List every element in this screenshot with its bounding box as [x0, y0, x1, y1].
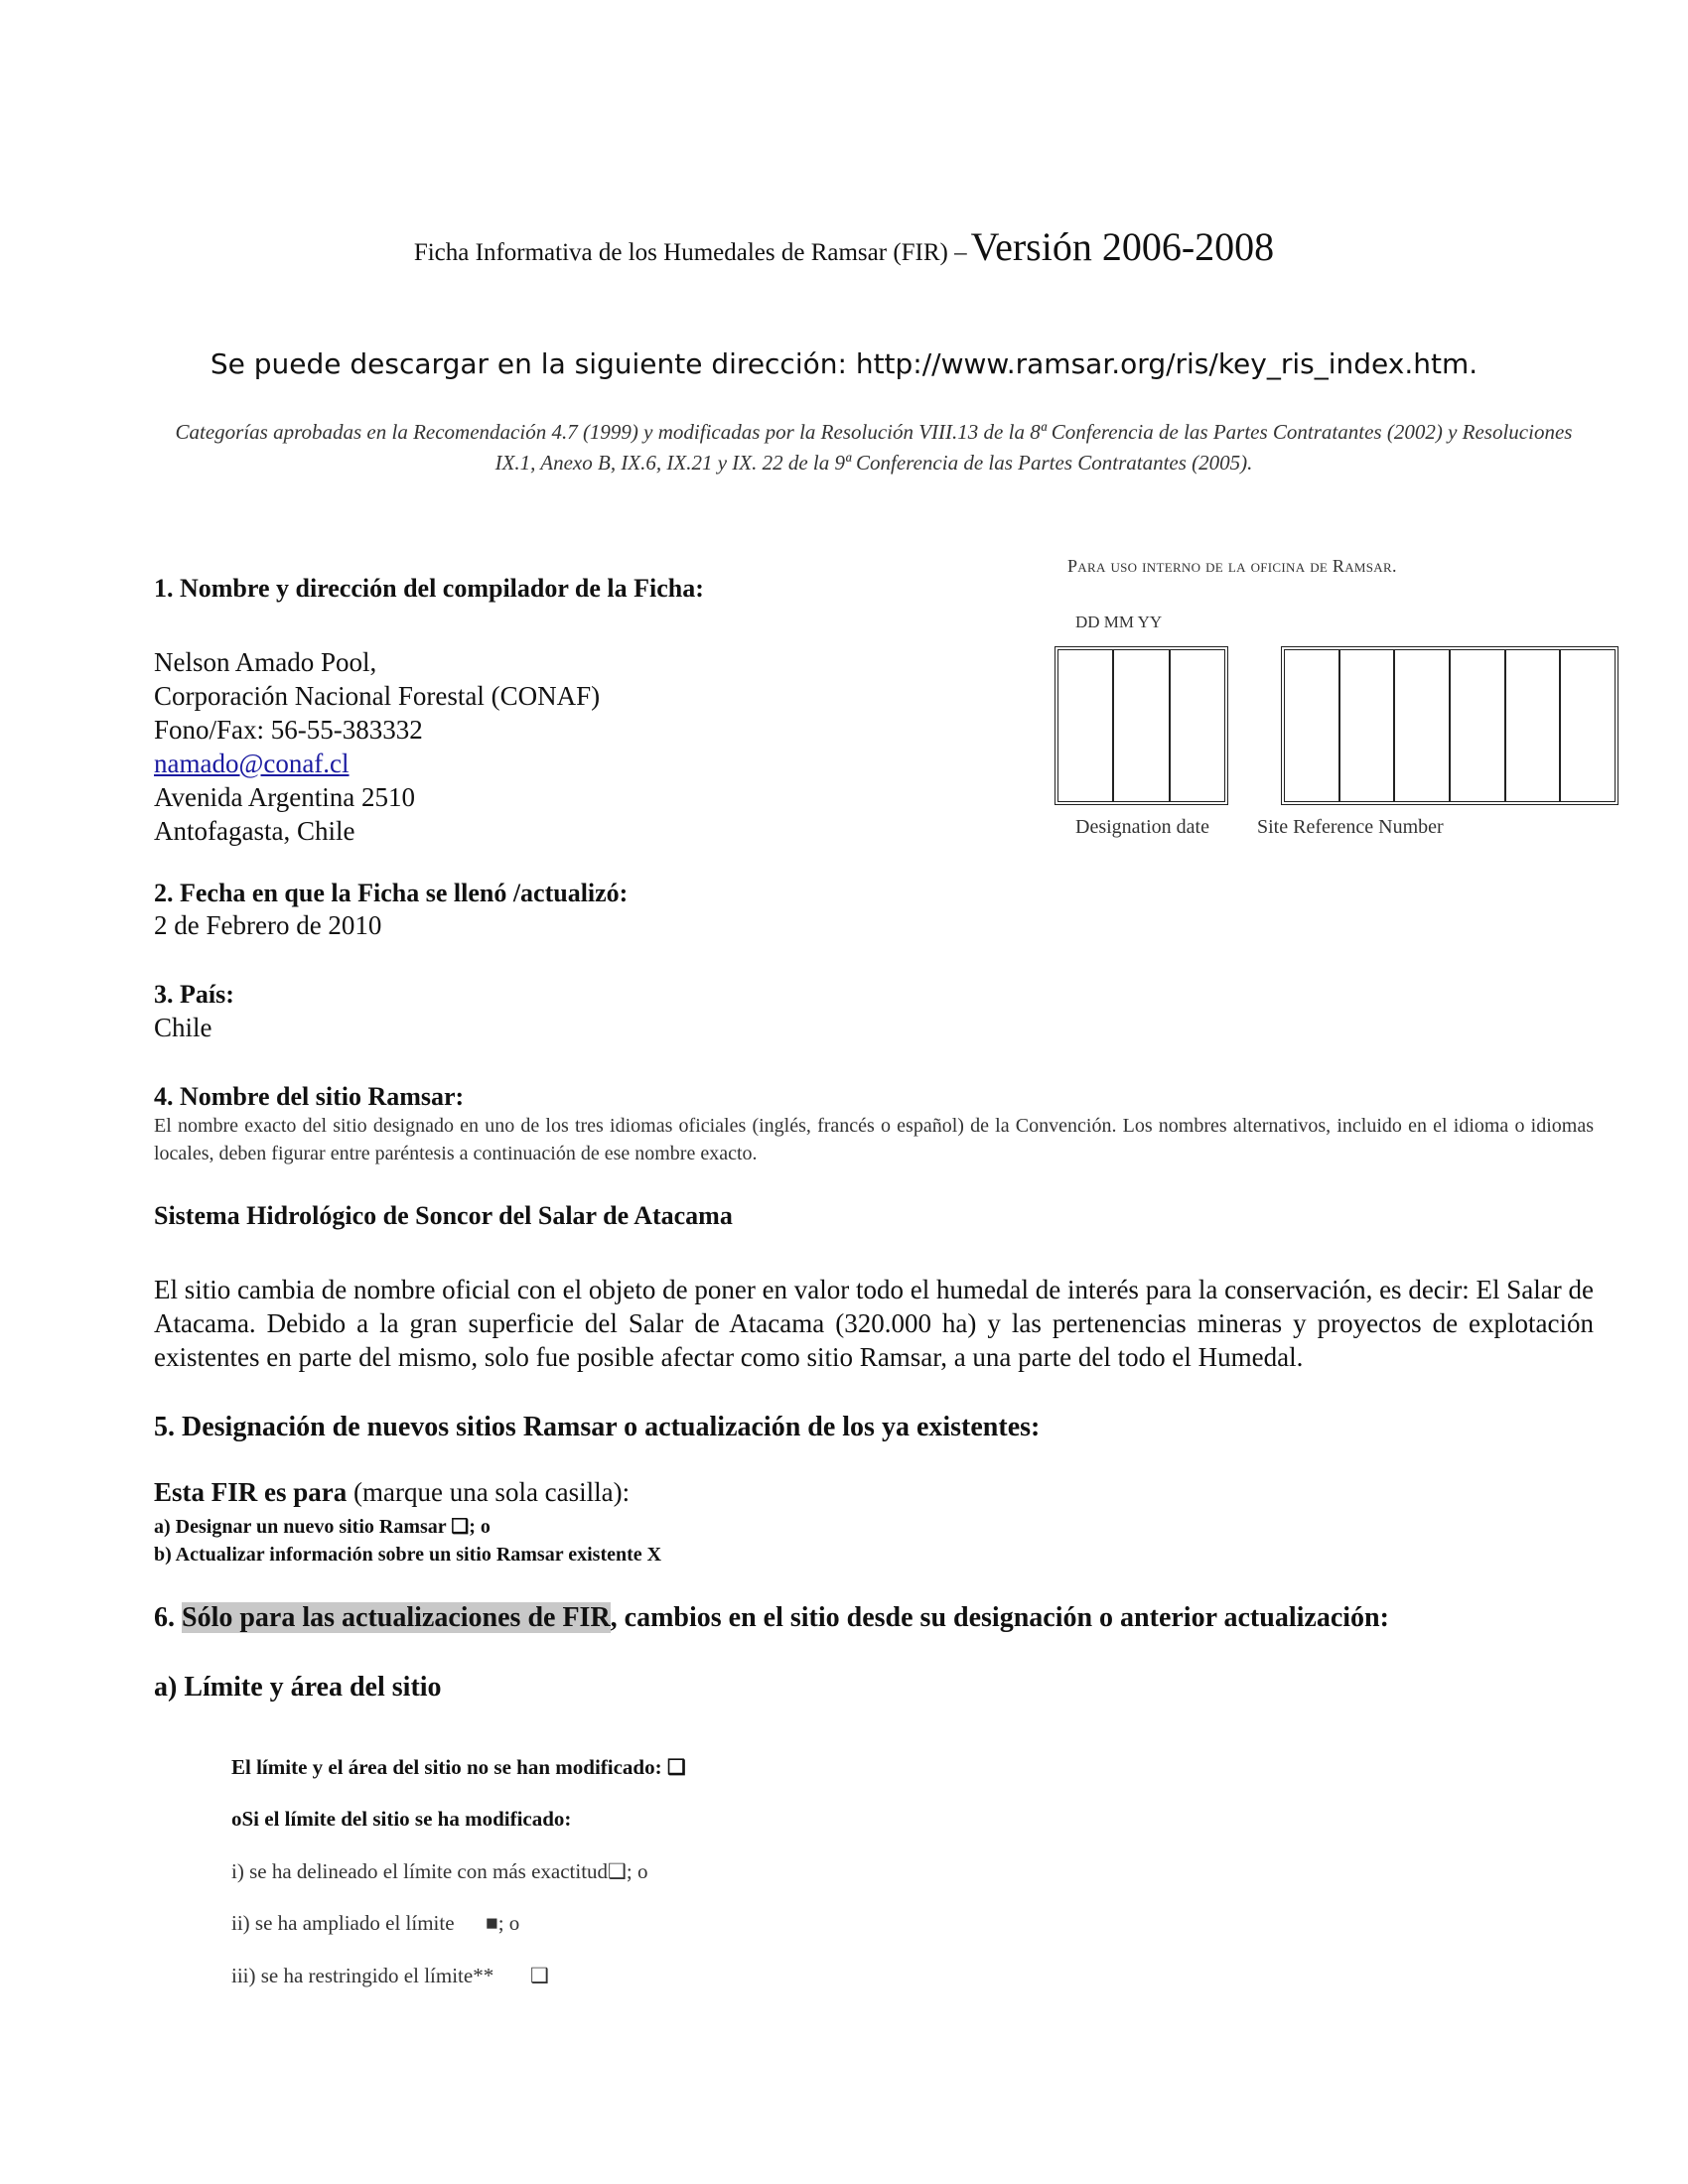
document-title [0, 223, 1688, 270]
site-name-note: El nombre exacto del sitio designado en uno de los tres idiomas oficiales (inglés, francés o español) de la Convención. Los nombres alternativos, incluido en el idioma o idiomas locales, deben figurar entre paréntesis a continuación de ese nombre exacto. [154, 1115, 1594, 1164]
site-name-paragraph: El sitio cambia de nombre oficial con el objeto de poner en valor todo el humedal de interés para la conservación, es decir: El Salar de Atacama. Debido a la gran superficie del Salar de Atacama (320.000 ha) y las pertenencias mineras y proyectos de explotación existentes en parte del mismo, solo fue posible afectar como sitio Ramsar, a una parte del todo el Humedal. [154, 1275, 1594, 1372]
ref-cell [1395, 650, 1451, 801]
designation-date-box [1055, 646, 1228, 805]
compiler-line: Corporación Nacional Forestal (CONAF) [154, 681, 601, 711]
ref-cell [1285, 650, 1340, 801]
esta-fir-line [154, 1477, 630, 1508]
date-cell [1058, 650, 1114, 801]
internal-use-label: Para uso interno de la oficina de Ramsar. [1067, 556, 1397, 576]
subsection-a-heading: a) Límite y área del sitio [154, 1672, 442, 1703]
section4-heading: 4. Nombre del sitio Ramsar: [154, 1082, 465, 1111]
ref-cell [1451, 650, 1506, 801]
section6-highlight: Sólo para las actualizaciones de FIR [182, 1602, 611, 1633]
boundary-item-i: i) se ha delineado el límite con más exactitud❑; o [231, 1859, 648, 1883]
site-name: Sistema Hidrológico de Soncor del Salar de Atacama [154, 1201, 733, 1230]
section6-number: 6. [154, 1602, 175, 1633]
boundary-modified: oSi el límite del sitio se ha modificado: [231, 1807, 572, 1831]
boundary-item-ii: ii) se ha ampliado el límite ■; o [231, 1911, 520, 1935]
option-b: b) Actualizar información sobre un sitio Ramsar existente X [154, 1544, 662, 1566]
download-line: Se puede descargar en la siguiente dirección: http://www.ramsar.org/ris/key_ris_index.htm. [210, 347, 1478, 380]
title-version: Versión 2006-2008 [970, 224, 1275, 269]
boundary-item-iii: iii) se ha restringido el límite** ❑ [231, 1964, 549, 1987]
date-cell [1114, 650, 1170, 801]
fill-date-value: 2 de Febrero de 2010 [154, 910, 382, 940]
title-small: Ficha Informativa de los Humedales de Ramsar (FIR) – [413, 239, 967, 266]
compiler-email-link[interactable]: namado@conaf.cl [154, 749, 350, 778]
date-cell [1171, 650, 1224, 801]
compiler-block [154, 645, 600, 848]
section6-heading [154, 1602, 1389, 1634]
esta-fir-rest: (marque una sola casilla): [353, 1477, 631, 1507]
site-reference-box [1281, 646, 1618, 805]
boundary-unchanged: El límite y el área del sitio no se han modificado: ❑ [231, 1755, 686, 1779]
section6-rest: , cambios en el sitio desde su designación o anterior actualización: [610, 1602, 1389, 1633]
ref-cell [1561, 650, 1615, 801]
ref-cell [1506, 650, 1562, 801]
address-line: Antofagasta, Chile [154, 816, 355, 846]
country-value: Chile [154, 1013, 212, 1042]
esta-fir-bold: Esta FIR es para [154, 1477, 348, 1507]
section1-heading: 1. Nombre y dirección del compilador de la Ficha: [154, 574, 704, 603]
compiler-line: Nelson Amado Pool, [154, 647, 377, 677]
designation-date-caption: Designation date [1075, 816, 1209, 838]
section5-heading: 5. Designación de nuevos sitios Ramsar o actualización de los ya existentes: [154, 1412, 1041, 1442]
address-line: Avenida Argentina 2510 [154, 782, 415, 812]
date-format-label: DD MM YY [1075, 613, 1163, 631]
site-reference-caption: Site Reference Number [1257, 816, 1444, 838]
option-a: a) Designar un nuevo sitio Ramsar ❑; o [154, 1516, 491, 1538]
section3-heading: 3. País: [154, 980, 234, 1009]
ref-cell [1340, 650, 1396, 801]
section2-heading: 2. Fecha en que la Ficha se llenó /actualizó: [154, 879, 629, 907]
categories-note: Categorías aprobadas en la Recomendación 4.7 (1999) y modificadas por la Resolución VIII.13 de la 8ª Conferencia de las Partes Contratantes (2002) y Resoluciones IX.1, Anexo B, IX.6, IX.21 y IX. 22 de la 9ª Conferencia de las Partes Contratantes (2005). [175, 420, 1573, 475]
compiler-line: Fono/Fax: 56-55-383332 [154, 715, 423, 745]
